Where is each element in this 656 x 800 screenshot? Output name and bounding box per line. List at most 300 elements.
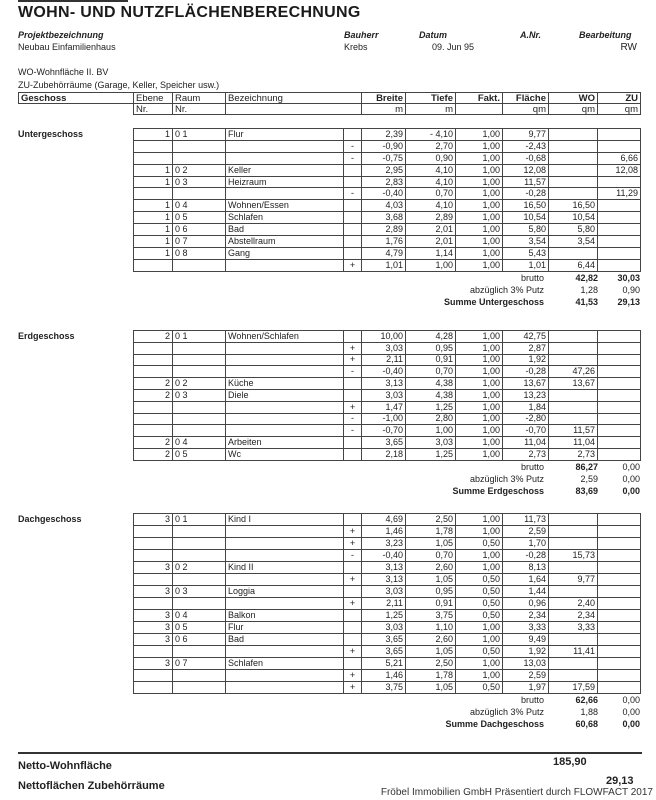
legend-wo: WO-Wohnfläche II. BV xyxy=(18,67,109,77)
brutto-row xyxy=(340,273,640,283)
cell-zu: 11,29 xyxy=(598,188,641,200)
cell-zu xyxy=(598,140,641,152)
cell-tiefe: 1,00 xyxy=(406,425,456,437)
cell-ebene: 2 xyxy=(134,378,173,390)
table-row xyxy=(134,176,641,188)
cell-wo: 15,73 xyxy=(549,550,598,562)
cell-breite: -0,40 xyxy=(362,366,406,378)
cell-breite: 3,23 xyxy=(362,538,406,550)
brutto-wo-value: 86,27 xyxy=(575,461,598,472)
cell-breite: 2,89 xyxy=(362,224,406,236)
cell-zu xyxy=(598,574,641,586)
table-row xyxy=(134,401,641,413)
cell-wo: 47,26 xyxy=(549,366,598,378)
cell-tiefe: 1,25 xyxy=(406,401,456,413)
cell-wo: 9,77 xyxy=(549,574,598,586)
cell-breite: 3,13 xyxy=(362,574,406,586)
cell-tiefe: 2,70 xyxy=(406,140,456,152)
cell-raum xyxy=(173,366,226,378)
cell-raum: 0 3 xyxy=(173,176,226,188)
putz-zu-value: 0,90 xyxy=(622,284,640,295)
cell-sign: - xyxy=(344,152,362,164)
cell-breite: 2,11 xyxy=(362,354,406,366)
cell-zu xyxy=(598,389,641,401)
cell-fakt: 1,00 xyxy=(456,562,503,574)
datum-label: Datum xyxy=(419,30,448,40)
cell-bez xyxy=(226,259,344,271)
cell-tiefe: 0,95 xyxy=(406,586,456,598)
cell-tiefe: 1,78 xyxy=(406,670,456,682)
cell-raum xyxy=(173,682,226,694)
cell-zu xyxy=(598,610,641,622)
col-raum-sub: Nr. xyxy=(173,104,226,115)
cell-sign xyxy=(344,164,362,176)
cell-wo xyxy=(549,586,598,598)
cell-raum xyxy=(173,401,226,413)
cell-zu xyxy=(598,401,641,413)
table-row xyxy=(134,622,641,634)
cell-breite: 4,03 xyxy=(362,200,406,212)
cell-raum xyxy=(173,152,226,164)
cell-sign xyxy=(344,448,362,460)
section-table xyxy=(133,513,641,694)
cell-wo: 2,73 xyxy=(549,448,598,460)
cell-breite: 3,65 xyxy=(362,646,406,658)
putz-label: abzüglich 3% Putz xyxy=(469,284,544,295)
cell-zu xyxy=(598,562,641,574)
table-row xyxy=(134,152,641,164)
brutto-label: brutto xyxy=(520,461,544,472)
cell-wo xyxy=(549,401,598,413)
cell-raum: 0 4 xyxy=(173,200,226,212)
cell-zu: 12,08 xyxy=(598,164,641,176)
putz-wo-value: 2,59 xyxy=(580,473,598,484)
cell-flaeche: 5,80 xyxy=(503,224,549,236)
cell-bez: Küche xyxy=(226,378,344,390)
netto-zubehoer-value: 29,13 xyxy=(606,775,634,787)
cell-zu xyxy=(598,366,641,378)
cell-breite: 2,18 xyxy=(362,448,406,460)
table-row xyxy=(134,140,641,152)
cell-flaeche: 1,84 xyxy=(503,401,549,413)
col-geschoss: Geschoss xyxy=(19,93,134,104)
cell-ebene xyxy=(134,188,173,200)
cell-sign: + xyxy=(344,574,362,586)
col-bezeichnung: Bezeichnung xyxy=(226,93,362,104)
cell-fakt: 1,00 xyxy=(456,259,503,271)
cell-bez xyxy=(226,598,344,610)
brutto-zu-value: 0,00 xyxy=(622,695,640,705)
cell-sign xyxy=(344,212,362,224)
anr-label: A.Nr. xyxy=(520,30,542,40)
cell-sign: - xyxy=(344,188,362,200)
table-row xyxy=(134,658,641,670)
cell-sign xyxy=(344,658,362,670)
cell-breite: -0,75 xyxy=(362,152,406,164)
cell-breite: 3,75 xyxy=(362,682,406,694)
cell-ebene: 2 xyxy=(134,331,173,343)
cell-raum xyxy=(173,526,226,538)
cell-ebene: 2 xyxy=(134,448,173,460)
cell-raum: 0 4 xyxy=(173,610,226,622)
summe-wo-value: 41,53 xyxy=(575,296,598,307)
cell-fakt: 1,00 xyxy=(456,200,503,212)
cell-sign xyxy=(344,562,362,574)
cell-tiefe: 2,50 xyxy=(406,658,456,670)
brutto-label: brutto xyxy=(520,272,544,283)
cell-breite: 3,65 xyxy=(362,437,406,449)
cell-tiefe: 2,80 xyxy=(406,413,456,425)
cell-fakt: 0,50 xyxy=(456,586,503,598)
cell-sign xyxy=(344,247,362,259)
cell-sign xyxy=(344,200,362,212)
cell-wo xyxy=(549,526,598,538)
cell-flaeche: 2,87 xyxy=(503,342,549,354)
cell-fakt: 1,00 xyxy=(456,224,503,236)
cell-bez xyxy=(226,682,344,694)
cell-raum: 0 1 xyxy=(173,129,226,141)
projekt-label: Projektbezeichnung xyxy=(18,30,104,40)
cell-ebene xyxy=(134,354,173,366)
cell-raum: 0 3 xyxy=(173,389,226,401)
cell-zu xyxy=(598,682,641,694)
cell-flaeche: 12,08 xyxy=(503,164,549,176)
cell-tiefe: 4,10 xyxy=(406,164,456,176)
cell-tiefe: 1,25 xyxy=(406,448,456,460)
putz-label: abzüglich 3% Putz xyxy=(469,707,544,717)
table-row xyxy=(134,682,641,694)
cell-tiefe: 1,05 xyxy=(406,646,456,658)
cell-fakt: 0,50 xyxy=(456,682,503,694)
cell-tiefe: - 4,10 xyxy=(406,129,456,141)
cell-bez xyxy=(226,574,344,586)
cell-fakt: 1,00 xyxy=(456,236,503,248)
cell-flaeche: 1,01 xyxy=(503,259,549,271)
cell-ebene xyxy=(134,574,173,586)
cell-raum xyxy=(173,574,226,586)
cell-wo: 5,80 xyxy=(549,224,598,236)
cell-zu xyxy=(598,670,641,682)
cell-flaeche: 11,73 xyxy=(503,514,549,526)
cell-fakt: 1,00 xyxy=(456,670,503,682)
cell-tiefe: 2,01 xyxy=(406,224,456,236)
cell-bez: Wohnen/Schlafen xyxy=(226,331,344,343)
cell-zu xyxy=(598,538,641,550)
cell-sign xyxy=(344,634,362,646)
cell-flaeche: 8,13 xyxy=(503,562,549,574)
cell-breite: 2,95 xyxy=(362,164,406,176)
cell-bez: Wohnen/Essen xyxy=(226,200,344,212)
cell-tiefe: 2,89 xyxy=(406,212,456,224)
cell-bez: Schlafen xyxy=(226,212,344,224)
cell-sign: - xyxy=(344,140,362,152)
cell-wo xyxy=(549,331,598,343)
cell-zu xyxy=(598,634,641,646)
cell-sign: + xyxy=(344,354,362,366)
table-row xyxy=(134,188,641,200)
cell-ebene xyxy=(134,670,173,682)
cell-ebene xyxy=(134,425,173,437)
cell-fakt: 1,00 xyxy=(456,247,503,259)
cell-breite: 1,25 xyxy=(362,610,406,622)
cell-sign xyxy=(344,514,362,526)
cell-zu xyxy=(598,598,641,610)
cell-zu xyxy=(598,331,641,343)
cell-sign: - xyxy=(344,366,362,378)
cell-tiefe: 4,38 xyxy=(406,378,456,390)
cell-wo xyxy=(549,188,598,200)
cell-wo xyxy=(549,354,598,366)
cell-raum: 0 1 xyxy=(173,514,226,526)
table-row xyxy=(134,448,641,460)
cell-wo xyxy=(549,129,598,141)
cell-raum: 0 4 xyxy=(173,437,226,449)
bearbeitung-label: Bearbeitung xyxy=(579,30,632,40)
table-row xyxy=(134,247,641,259)
cell-ebene: 1 xyxy=(134,164,173,176)
cell-bez xyxy=(226,342,344,354)
cell-bez: Balkon xyxy=(226,610,344,622)
cell-wo xyxy=(549,634,598,646)
cell-flaeche: 3,54 xyxy=(503,236,549,248)
cell-breite: 1,46 xyxy=(362,526,406,538)
cell-fakt: 1,00 xyxy=(456,550,503,562)
cell-zu xyxy=(598,200,641,212)
cell-raum xyxy=(173,598,226,610)
brutto-wo-value: 62,66 xyxy=(575,695,598,705)
summe-wo-value: 83,69 xyxy=(575,485,598,496)
cell-wo: 11,04 xyxy=(549,437,598,449)
cell-ebene xyxy=(134,682,173,694)
cell-flaeche: 2,73 xyxy=(503,448,549,460)
table-row xyxy=(134,129,641,141)
table-row xyxy=(134,354,641,366)
cell-breite: 3,65 xyxy=(362,634,406,646)
summe-label: Summe Untergeschoss xyxy=(443,296,544,307)
summe-wo-value: 60,68 xyxy=(575,719,598,729)
cell-ebene xyxy=(134,646,173,658)
top-rule xyxy=(18,0,128,2)
section-label: Untergeschoss xyxy=(18,129,84,139)
cell-bez xyxy=(226,354,344,366)
cell-sign: + xyxy=(344,646,362,658)
cell-fakt: 1,00 xyxy=(456,152,503,164)
cell-sign: + xyxy=(344,538,362,550)
cell-bez: Wc xyxy=(226,448,344,460)
cell-raum: 0 5 xyxy=(173,212,226,224)
putz-wo-value: 1,28 xyxy=(580,284,598,295)
cell-ebene xyxy=(134,413,173,425)
cell-wo xyxy=(549,562,598,574)
cell-wo xyxy=(549,176,598,188)
cell-flaeche: 1,64 xyxy=(503,574,549,586)
col-ebene-sub: Nr. xyxy=(134,104,173,115)
cell-fakt: 1,00 xyxy=(456,622,503,634)
cell-flaeche: 13,67 xyxy=(503,378,549,390)
cell-sign xyxy=(344,129,362,141)
cell-tiefe: 0,91 xyxy=(406,354,456,366)
cell-flaeche: 1,44 xyxy=(503,586,549,598)
cell-zu xyxy=(598,354,641,366)
column-header xyxy=(18,92,641,115)
cell-breite: 3,03 xyxy=(362,389,406,401)
putz-row xyxy=(340,474,640,484)
cell-sign: - xyxy=(344,413,362,425)
brutto-label: brutto xyxy=(520,695,544,705)
cell-raum: 0 2 xyxy=(173,378,226,390)
col-flaeche-unit: qm xyxy=(503,104,549,115)
cell-bez xyxy=(226,526,344,538)
cell-fakt: 1,00 xyxy=(456,140,503,152)
cell-breite: 3,03 xyxy=(362,622,406,634)
cell-tiefe: 1,10 xyxy=(406,622,456,634)
table-row xyxy=(134,526,641,538)
cell-bez: Abstellraum xyxy=(226,236,344,248)
cell-fakt: 1,00 xyxy=(456,164,503,176)
brutto-row xyxy=(340,695,640,705)
col-flaeche: Fläche xyxy=(503,93,549,104)
cell-bez xyxy=(226,366,344,378)
cell-fakt: 1,00 xyxy=(456,378,503,390)
cell-breite: 3,03 xyxy=(362,586,406,598)
cell-breite: 5,21 xyxy=(362,658,406,670)
cell-fakt: 1,00 xyxy=(456,401,503,413)
datum-value: 09. Jun 95 xyxy=(432,42,475,52)
cell-sign: + xyxy=(344,670,362,682)
col-raum: Raum xyxy=(173,93,226,104)
cell-fakt: 1,00 xyxy=(456,514,503,526)
cell-raum: 0 7 xyxy=(173,658,226,670)
cell-sign xyxy=(344,331,362,343)
summe-zu-value: 29,13 xyxy=(617,296,640,307)
col-tiefe-unit: m xyxy=(406,104,456,115)
cell-raum: 0 2 xyxy=(173,164,226,176)
cell-ebene: 3 xyxy=(134,634,173,646)
cell-sign: - xyxy=(344,550,362,562)
cell-tiefe: 4,38 xyxy=(406,389,456,401)
cell-flaeche: 1,97 xyxy=(503,682,549,694)
cell-zu xyxy=(598,342,641,354)
cell-wo: 11,41 xyxy=(549,646,598,658)
cell-zu xyxy=(598,212,641,224)
cell-tiefe: 0,70 xyxy=(406,188,456,200)
cell-flaeche: -0,28 xyxy=(503,188,549,200)
cell-flaeche: -0,28 xyxy=(503,366,549,378)
credit-text: Fröbel Immobilien GmbH Präsentiert durch FLOWFACT 2017 xyxy=(380,787,653,798)
cell-ebene: 3 xyxy=(134,658,173,670)
cell-wo xyxy=(549,670,598,682)
cell-wo xyxy=(549,538,598,550)
table-row xyxy=(134,425,641,437)
table-row xyxy=(134,236,641,248)
cell-ebene: 3 xyxy=(134,514,173,526)
cell-fakt: 1,00 xyxy=(456,658,503,670)
brutto-wo-value: 42,82 xyxy=(575,272,598,283)
cell-raum xyxy=(173,538,226,550)
cell-flaeche: 11,04 xyxy=(503,437,549,449)
table-row xyxy=(134,331,641,343)
cell-flaeche: 9,77 xyxy=(503,129,549,141)
cell-ebene xyxy=(134,366,173,378)
cell-wo xyxy=(549,658,598,670)
cell-bez: Kind II xyxy=(226,562,344,574)
cell-ebene xyxy=(134,259,173,271)
summe-zu-value: 0,00 xyxy=(622,719,640,729)
cell-raum: 0 8 xyxy=(173,247,226,259)
cell-ebene xyxy=(134,550,173,562)
cell-flaeche: 0,96 xyxy=(503,598,549,610)
cell-ebene xyxy=(134,342,173,354)
document-title: WOHN- UND NUTZFLÄCHENBERECHNUNG xyxy=(18,4,361,21)
cell-tiefe: 0,90 xyxy=(406,152,456,164)
putz-zu-value: 0,00 xyxy=(622,707,640,717)
cell-raum: 0 6 xyxy=(173,634,226,646)
cell-breite: 3,13 xyxy=(362,562,406,574)
cell-flaeche: -0,70 xyxy=(503,425,549,437)
cell-ebene: 1 xyxy=(134,247,173,259)
cell-ebene: 2 xyxy=(134,437,173,449)
table-row xyxy=(134,259,641,271)
cell-fakt: 1,00 xyxy=(456,437,503,449)
brutto-zu-value: 0,00 xyxy=(622,461,640,472)
putz-row xyxy=(340,707,640,717)
cell-wo xyxy=(549,389,598,401)
cell-tiefe: 0,91 xyxy=(406,598,456,610)
cell-wo xyxy=(549,140,598,152)
cell-ebene: 3 xyxy=(134,586,173,598)
cell-flaeche: 5,43 xyxy=(503,247,549,259)
cell-sign: + xyxy=(344,401,362,413)
cell-fakt: 1,00 xyxy=(456,634,503,646)
cell-bez: Heizraum xyxy=(226,176,344,188)
col-zu-unit: qm xyxy=(598,104,641,115)
cell-ebene xyxy=(134,140,173,152)
cell-zu xyxy=(598,586,641,598)
cell-breite: 2,11 xyxy=(362,598,406,610)
section-label: Dachgeschoss xyxy=(18,514,82,524)
cell-fakt: 1,00 xyxy=(456,342,503,354)
summe-label: Summe Dachgeschoss xyxy=(445,719,544,729)
cell-wo: 3,54 xyxy=(549,236,598,248)
cell-flaeche: 2,34 xyxy=(503,610,549,622)
putz-label: abzüglich 3% Putz xyxy=(469,473,544,484)
cell-wo xyxy=(549,164,598,176)
bauherr-value: Krebs xyxy=(344,42,368,52)
section-table xyxy=(133,330,641,461)
cell-wo: 16,50 xyxy=(549,200,598,212)
cell-tiefe: 0,95 xyxy=(406,342,456,354)
cell-breite: 4,79 xyxy=(362,247,406,259)
cell-ebene: 1 xyxy=(134,129,173,141)
cell-zu xyxy=(598,658,641,670)
cell-ebene: 3 xyxy=(134,622,173,634)
cell-zu xyxy=(598,425,641,437)
summe-label: Summe Erdgeschoss xyxy=(452,485,544,496)
cell-breite: -0,40 xyxy=(362,550,406,562)
cell-breite: 2,83 xyxy=(362,176,406,188)
table-row xyxy=(134,212,641,224)
cell-fakt: 0,50 xyxy=(456,610,503,622)
cell-ebene: 1 xyxy=(134,176,173,188)
cell-sign xyxy=(344,236,362,248)
table-row xyxy=(134,342,641,354)
cell-breite: 1,46 xyxy=(362,670,406,682)
cell-bez xyxy=(226,538,344,550)
table-row xyxy=(134,514,641,526)
netto-wohnflaeche-label: Netto-Wohnfläche xyxy=(18,760,112,772)
cell-bez: Arbeiten xyxy=(226,437,344,449)
cell-raum: 0 2 xyxy=(173,562,226,574)
